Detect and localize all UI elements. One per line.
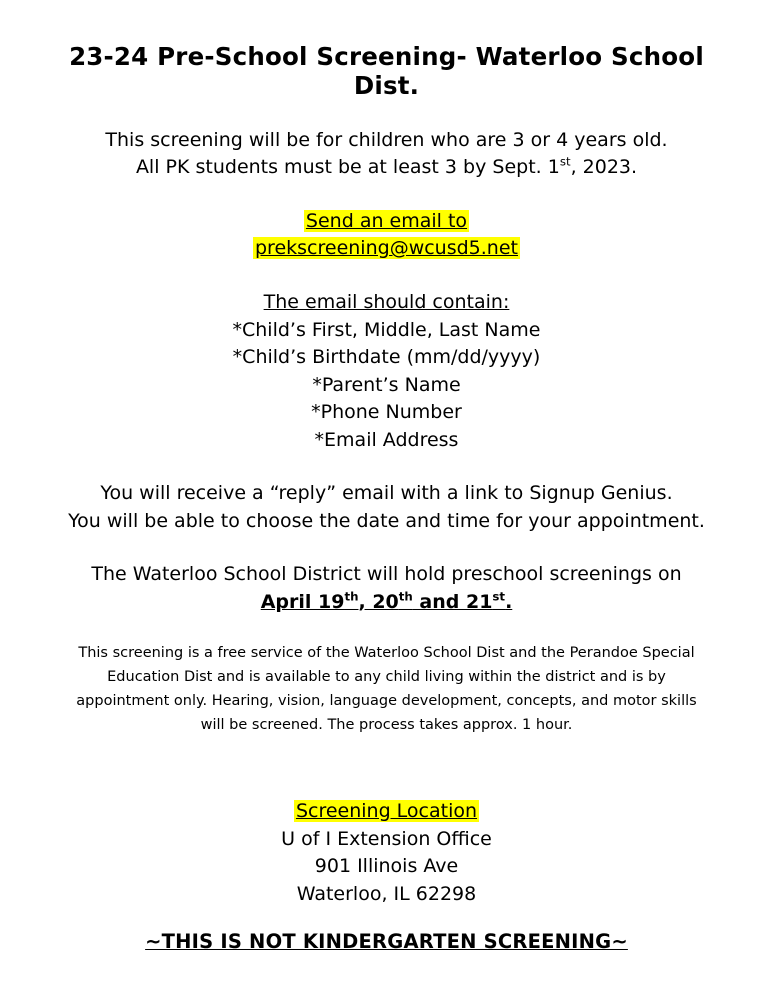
page-title: 23-24 Pre-School Screening- Waterloo School Dist. — [69, 42, 704, 101]
location-city-state-zip: Waterloo, IL 62298 — [296, 882, 477, 905]
intro-line-2-post: , 2023. — [570, 156, 638, 179]
reply-line-2: You will be able to choose the date and time for your appointment. — [68, 509, 705, 532]
intro-line-2 — [40, 154, 733, 182]
dates-day-3-superscript: st — [492, 589, 506, 604]
email-contents-item: *Phone Number — [311, 401, 462, 424]
location-street: 901 Illinois Ave — [314, 855, 459, 878]
intro-line-2-pre: All PK students must be at least 3 by Sept. 1 — [135, 156, 560, 179]
reply-line-1: You will receive a “reply” email with a link to Signup Genius. — [100, 482, 673, 505]
email-contents-block — [40, 289, 733, 454]
contact-email-link[interactable]: prekscreening@wcusd5.net — [255, 237, 518, 260]
dates-block — [40, 561, 733, 616]
dates-period: . — [505, 590, 513, 613]
location-block — [40, 798, 733, 908]
contact-heading: Send an email to — [305, 209, 468, 232]
contact-block — [40, 208, 733, 263]
location-heading-line — [40, 798, 733, 826]
dates-day-3: and 21 — [412, 590, 493, 613]
email-contents-heading-line — [40, 289, 733, 317]
dates-day-1: April 19 — [260, 590, 345, 613]
intro-line-2-superscript: st — [559, 155, 571, 169]
contact-heading-line — [40, 208, 733, 236]
location-name: U of I Extension Office — [281, 827, 492, 850]
email-contents-item: *Child’s Birthdate (mm/dd/yyyy) — [232, 346, 541, 369]
email-contents-item: *Email Address — [314, 428, 459, 451]
intro-line-1: This screening will be for children who are 3 or 4 years old. — [105, 128, 668, 151]
dates-line-1: The Waterloo School District will hold preschool screenings on — [91, 563, 682, 586]
disclaimer-block — [40, 642, 733, 738]
dates-line-2 — [40, 589, 733, 617]
email-contents-heading: The email should contain: — [263, 290, 510, 313]
email-contents-item: *Parent’s Name — [312, 373, 461, 396]
spacer — [40, 908, 733, 930]
dates-day-1-superscript: th — [344, 589, 359, 604]
reply-block — [40, 480, 733, 535]
disclaimer-text: This screening is a free service of the Waterloo School Dist and the Perandoe Special Education Dist and is available to any child living within the district and is by appointment only. Hearing, vision, language development, concepts, and motor skills will be screened. The process takes approx. 1 hour. — [76, 645, 697, 734]
contact-email-line — [40, 235, 733, 263]
footer-note: ~THIS IS NOT KINDERGARTEN SCREENING~ — [145, 930, 628, 954]
dates-day-2-superscript: th — [398, 589, 413, 604]
spacer — [40, 738, 733, 772]
intro-block — [40, 127, 733, 182]
email-contents-item: *Child’s First, Middle, Last Name — [232, 318, 541, 341]
dates-day-2: , 20 — [358, 590, 399, 613]
location-heading: Screening Location — [295, 800, 478, 823]
